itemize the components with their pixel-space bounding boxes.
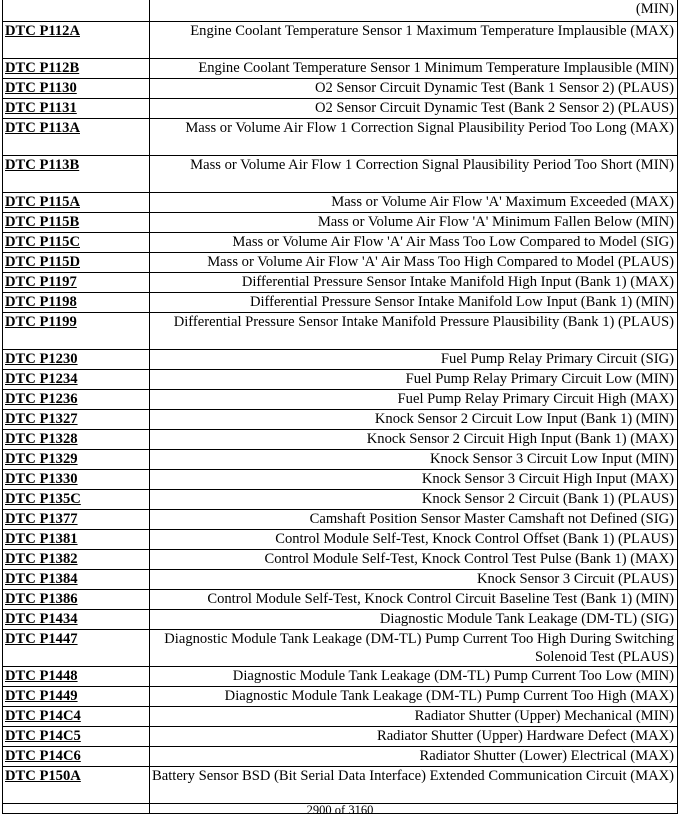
- dtc-description: Differential Pressure Sensor Intake Manifold Pressure Plausibility (Bank 1) (PLAUS): [150, 313, 678, 350]
- dtc-code-link[interactable]: DTC P1377: [3, 510, 150, 530]
- dtc-code-link[interactable]: DTC P1130: [3, 79, 150, 99]
- dtc-description: Knock Sensor 3 Circuit High Input (MAX): [150, 470, 678, 490]
- dtc-code-link[interactable]: DTC P1434: [3, 610, 150, 630]
- table-row: [3, 747, 678, 767]
- table-row: [3, 213, 678, 233]
- table-row: [3, 390, 678, 410]
- table-row: [3, 610, 678, 630]
- dtc-code-link[interactable]: DTC P1234: [3, 370, 150, 390]
- dtc-description: Radiator Shutter (Upper) Hardware Defect (MAX): [150, 727, 678, 747]
- table-row: [3, 99, 678, 119]
- dtc-description: Mass or Volume Air Flow 'A' Air Mass Too Low Compared to Model (SIG): [150, 233, 678, 253]
- dtc-code-link[interactable]: DTC P1199: [3, 313, 150, 350]
- table-row: [3, 293, 678, 313]
- table-row: [3, 156, 678, 193]
- dtc-description: Battery Sensor BSD (Bit Serial Data Interface) Extended Communication Circuit (MAX): [150, 767, 678, 804]
- dtc-code-link[interactable]: DTC P115D: [3, 253, 150, 273]
- page-number: 2900 of 3160: [306, 803, 374, 817]
- table-row: [3, 193, 678, 213]
- table-row: [3, 0, 678, 22]
- dtc-description: Differential Pressure Sensor Intake Manifold High Input (Bank 1) (MAX): [150, 273, 678, 293]
- table-row: [3, 470, 678, 490]
- dtc-code-link[interactable]: DTC P1382: [3, 550, 150, 570]
- dtc-description: Radiator Shutter (Lower) Electrical (MAX): [150, 747, 678, 767]
- dtc-description-cell: (MIN): [150, 0, 678, 22]
- dtc-code-link[interactable]: DTC P115A: [3, 193, 150, 213]
- dtc-code-link[interactable]: DTC P1449: [3, 687, 150, 707]
- table-row: [3, 370, 678, 390]
- dtc-description: Control Module Self-Test, Knock Control Offset (Bank 1) (PLAUS): [150, 530, 678, 550]
- dtc-description: Radiator Shutter (Upper) Mechanical (MIN): [150, 707, 678, 727]
- dtc-description: Differential Pressure Sensor Intake Manifold Low Input (Bank 1) (MIN): [150, 293, 678, 313]
- table-row: [3, 707, 678, 727]
- table-row: [3, 687, 678, 707]
- dtc-description: Camshaft Position Sensor Master Camshaft not Defined (SIG): [150, 510, 678, 530]
- dtc-code-link[interactable]: DTC P1230: [3, 350, 150, 370]
- dtc-description: Mass or Volume Air Flow 'A' Air Mass Too High Compared to Model (PLAUS): [150, 253, 678, 273]
- dtc-description: Fuel Pump Relay Primary Circuit High (MAX): [150, 390, 678, 410]
- table-row: [3, 450, 678, 470]
- dtc-code-link[interactable]: DTC P1448: [3, 667, 150, 687]
- dtc-code-link[interactable]: DTC P1131: [3, 99, 150, 119]
- table-row: [3, 630, 678, 667]
- dtc-description: Diagnostic Module Tank Leakage (DM-TL) Pump Current Too High During Switching Solenoid Test (PLAUS): [150, 630, 678, 667]
- dtc-description: Engine Coolant Temperature Sensor 1 Minimum Temperature Implausible (MIN): [150, 59, 678, 79]
- dtc-code-link[interactable]: DTC P1381: [3, 530, 150, 550]
- dtc-description: Engine Coolant Temperature Sensor 1 Maximum Temperature Implausible (MAX): [150, 22, 678, 59]
- dtc-description: Mass or Volume Air Flow 1 Correction Signal Plausibility Period Too Long (MAX): [150, 119, 678, 156]
- dtc-code-link[interactable]: DTC P112A: [3, 22, 150, 59]
- dtc-code-link[interactable]: DTC P1236: [3, 390, 150, 410]
- dtc-code-link[interactable]: DTC P1447: [3, 630, 150, 667]
- dtc-description: Fuel Pump Relay Primary Circuit Low (MIN): [150, 370, 678, 390]
- dtc-table: [2, 0, 678, 814]
- table-row: [3, 590, 678, 610]
- dtc-description: O2 Sensor Circuit Dynamic Test (Bank 1 Sensor 2) (PLAUS): [150, 79, 678, 99]
- dtc-description: Diagnostic Module Tank Leakage (DM-TL) (SIG): [150, 610, 678, 630]
- table-row: [3, 550, 678, 570]
- dtc-description: Control Module Self-Test, Knock Control Circuit Baseline Test (Bank 1) (MIN): [150, 590, 678, 610]
- dtc-code-link[interactable]: DTC P1327: [3, 410, 150, 430]
- dtc-code-link[interactable]: DTC P1384: [3, 570, 150, 590]
- table-row: [3, 79, 678, 99]
- dtc-code-link[interactable]: DTC P1198: [3, 293, 150, 313]
- table-row: [3, 510, 678, 530]
- table-row: [3, 350, 678, 370]
- table-row: [3, 490, 678, 510]
- dtc-code-link[interactable]: DTC P1386: [3, 590, 150, 610]
- dtc-code-link[interactable]: DTC P14C6: [3, 747, 150, 767]
- dtc-code-link[interactable]: DTC P113B: [3, 156, 150, 193]
- dtc-description: Knock Sensor 2 Circuit Low Input (Bank 1) (MIN): [150, 410, 678, 430]
- table-row: [3, 767, 678, 804]
- dtc-code-link[interactable]: DTC P14C5: [3, 727, 150, 747]
- dtc-description: Knock Sensor 2 Circuit High Input (Bank 1) (MAX): [150, 430, 678, 450]
- table-row: [3, 667, 678, 687]
- dtc-code-link[interactable]: DTC P115C: [3, 233, 150, 253]
- dtc-description: Knock Sensor 3 Circuit (PLAUS): [150, 570, 678, 590]
- table-row: [3, 727, 678, 747]
- dtc-code-link[interactable]: DTC P150A: [3, 767, 150, 804]
- dtc-description: Fuel Pump Relay Primary Circuit (SIG): [150, 350, 678, 370]
- dtc-code-link[interactable]: DTC P1328: [3, 430, 150, 450]
- table-row: [3, 530, 678, 550]
- dtc-description: O2 Sensor Circuit Dynamic Test (Bank 2 Sensor 2) (PLAUS): [150, 99, 678, 119]
- dtc-code-link[interactable]: DTC P113A: [3, 119, 150, 156]
- dtc-code-link[interactable]: DTC P135C: [3, 490, 150, 510]
- table-row: [3, 430, 678, 450]
- table-row: [3, 22, 678, 59]
- dtc-code-link[interactable]: DTC P112B: [3, 59, 150, 79]
- dtc-code-link[interactable]: DTC P115B: [3, 213, 150, 233]
- dtc-description: Mass or Volume Air Flow 'A' Maximum Exceeded (MAX): [150, 193, 678, 213]
- table-row: [3, 233, 678, 253]
- table-row: [3, 253, 678, 273]
- dtc-description: Mass or Volume Air Flow 1 Correction Signal Plausibility Period Too Short (MIN): [150, 156, 678, 193]
- dtc-description: Diagnostic Module Tank Leakage (DM-TL) Pump Current Too Low (MIN): [150, 667, 678, 687]
- table-row: [3, 410, 678, 430]
- table-row: [3, 119, 678, 156]
- dtc-description: Mass or Volume Air Flow 'A' Minimum Fallen Below (MIN): [150, 213, 678, 233]
- table-row: [3, 570, 678, 590]
- dtc-code-link[interactable]: DTC P1330: [3, 470, 150, 490]
- dtc-description: Knock Sensor 3 Circuit Low Input (MIN): [150, 450, 678, 470]
- dtc-code-link[interactable]: DTC P14C4: [3, 707, 150, 727]
- dtc-code-link[interactable]: DTC P1329: [3, 450, 150, 470]
- table-row: [3, 313, 678, 350]
- table-row: [3, 273, 678, 293]
- dtc-description: Control Module Self-Test, Knock Control Test Pulse (Bank 1) (MAX): [150, 550, 678, 570]
- dtc-code-cell: [3, 0, 150, 22]
- table-row: [3, 59, 678, 79]
- dtc-description: Diagnostic Module Tank Leakage (DM-TL) Pump Current Too High (MAX): [150, 687, 678, 707]
- dtc-description: Knock Sensor 2 Circuit (Bank 1) (PLAUS): [150, 490, 678, 510]
- dtc-code-link[interactable]: DTC P1197: [3, 273, 150, 293]
